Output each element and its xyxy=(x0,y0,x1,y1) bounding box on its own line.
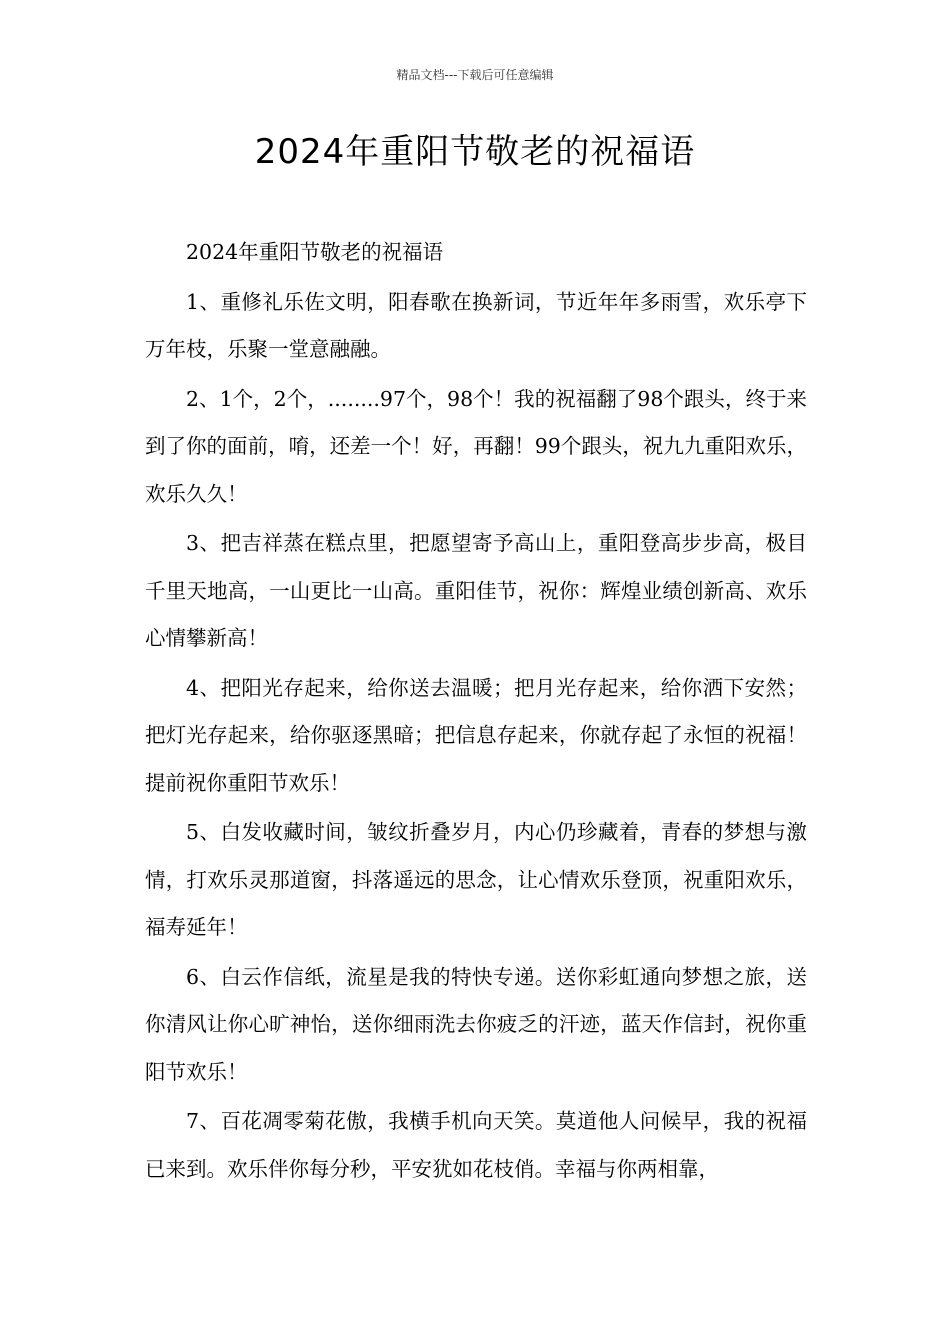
paragraph-item-2: 2、1个，2个，........97个，98个！我的祝福翻了98个跟头，终于来到了你的面前，唷，还差一个！好，再翻！99个跟头，祝九九重阳欢乐，欢乐久久！ xyxy=(145,386,807,506)
paragraph-item-1: 1、重修礼乐佐文明，阳春歌在换新词，节近年年多雨雪，欢乐亭下万年枝，乐聚一堂意融融。 xyxy=(145,289,807,361)
paragraph-item-6: 6、白云作信纸，流星是我的特快专递。送你彩虹通向梦想之旅，送你清风让你心旷神怡，送你细雨洗去你疲乏的汗迹，蓝天作信封，祝你重阳节欢乐！ xyxy=(145,964,807,1084)
paragraph-subtitle: 2024年重阳节敬老的祝福语 xyxy=(186,240,444,264)
document-body xyxy=(145,229,807,1195)
paragraph-item-4: 4、把阳光存起来，给你送去温暖；把月光存起来，给你洒下安然；把灯光存起来，给你驱逐黑暗；把信息存起来，你就存起了永恒的祝福！提前祝你重阳节欢乐！ xyxy=(145,675,807,795)
paragraph-item-5: 5、白发收藏时间，皱纹折叠岁月，内心仍珍藏着，青春的梦想与激情，打欢乐灵那道窗，抖落遥远的思念，让心情欢乐登顶，祝重阳欢乐，福寿延年！ xyxy=(145,820,807,939)
paragraph-item-7: 7、百花凋零菊花傲，我横手机向天笑。莫道他人问候早，我的祝福已来到。欢乐伴你每分秒，平安犹如花枝俏。幸福与你两相靠， xyxy=(145,1109,807,1181)
page-header: 精品文档---下载后可任意编辑 xyxy=(396,68,554,82)
paragraph-item-3: 3、把吉祥蒸在糕点里，把愿望寄予高山上，重阳登高步步高，极目千里天地高，一山更比一山高。重阳佳节，祝你：辉煌业绩创新高、欢乐心情攀新高！ xyxy=(145,531,807,650)
document-title: 2024年重阳节敬老的祝福语 xyxy=(254,132,696,172)
